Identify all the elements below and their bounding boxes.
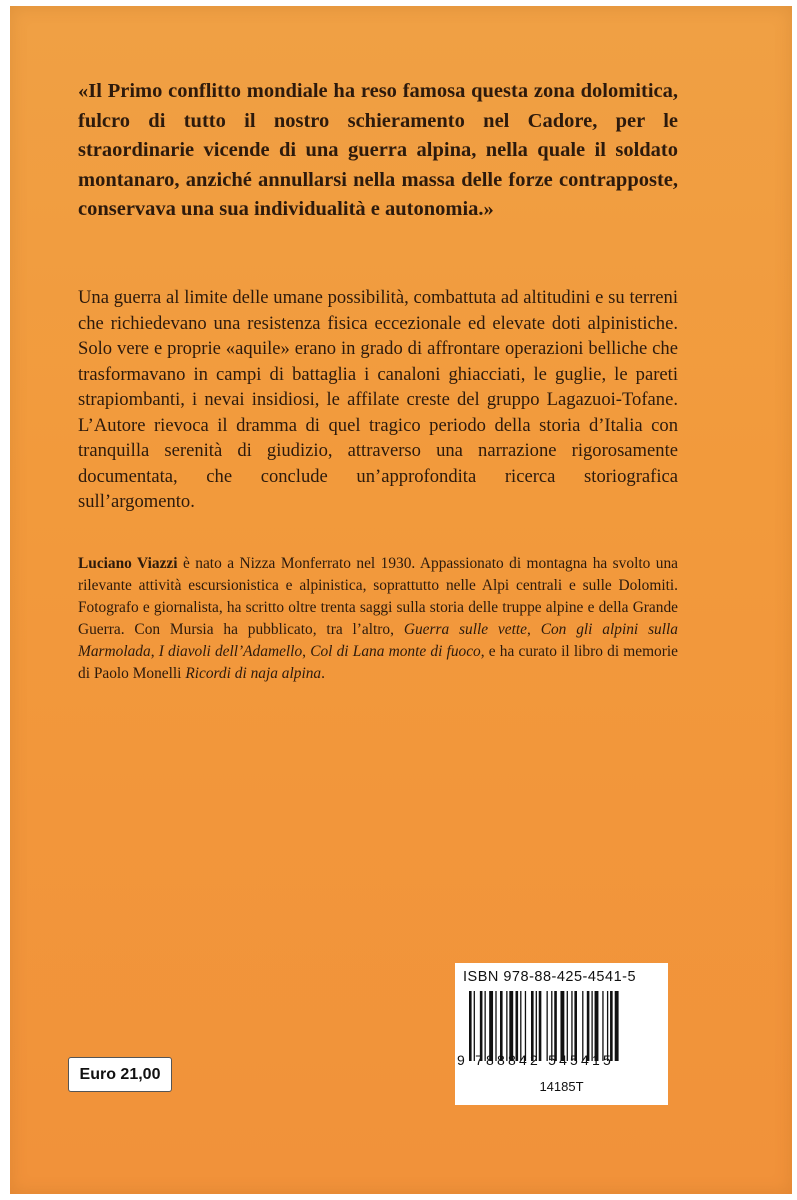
barcode-icon — [469, 991, 659, 1061]
barcode-digits: 9 788842 545415 — [457, 1052, 614, 1068]
book-title-5: Ricordi di naja alpina — [185, 665, 322, 682]
book-title-3: I diavoli dell’Adamello — [158, 643, 303, 660]
book-title-2: Con gli alpini sulla Marmolada — [78, 621, 678, 660]
book-title-4: Col di Lana monte di fuoco — [310, 643, 481, 660]
book-description: Una guerra al limite delle umane possibilità, combattuta ad altitudini e su terreni che richiedevano una resistenza fisica eccezionale ed elevate doti alpinistiche. Solo vere e proprie «aquile» erano in grado di affrontare operazioni belliche che trasformavano in campi di battaglia i canaloni ghiacciati, le guglie, le pareti strapiombanti, i nevai insidiosi, le affilate creste del gruppo Lagazuoi-Tofane. L’Autore rievoca il dramma di quel tragico periodo della storia d’Italia con tranquilla serenità di giudizio, attraverso una narrazione rigorosamente documentata, che conclude un’approfondita ricerca storiografica sull’argomento. — [78, 287, 678, 512]
bio-end: . — [321, 665, 325, 682]
isbn-barcode-box — [455, 963, 668, 1105]
author-name: Luciano Viazzi — [78, 555, 178, 572]
bio-text-1: è nato a Nizza Monferrato nel 1930. Appassionato di montagna ha svolto una rilevante attività escursionistica e alpinistica, soprattutto nelle Alpi centrali e sulle Dolomiti. Fotografo e giornalista, ha scritto oltre trenta saggi sulla storia delle truppe alpine e della Grande Guerra. Con Mursia ha pubblicato, tra l’altro, — [78, 555, 678, 638]
bio-separator: , — [526, 621, 541, 638]
bio-separator: , — [150, 643, 159, 660]
internal-code: 14185T — [539, 1079, 584, 1094]
author-bio — [78, 553, 678, 685]
book-title-1: Guerra sulle vette — [403, 621, 527, 638]
bio-separator: , — [302, 643, 311, 660]
price-label: Euro 21,00 — [68, 1057, 172, 1092]
bio-text-2: , e ha curato il libro di memorie di Paolo Monelli — [78, 643, 678, 682]
isbn-number: ISBN 978-88-425-4541-5 — [463, 969, 637, 985]
pull-quote: «Il Primo conflitto mondiale ha reso famosa questa zona dolomitica, fulcro di tutto il nostro schieramento nel Cadore, per le straordinarie vicende di una guerra alpina, nella quale il soldato montanaro, anziché annullarsi nella massa delle forze contrapposte, conservava una sua individualità e autonomia.» — [78, 80, 678, 220]
